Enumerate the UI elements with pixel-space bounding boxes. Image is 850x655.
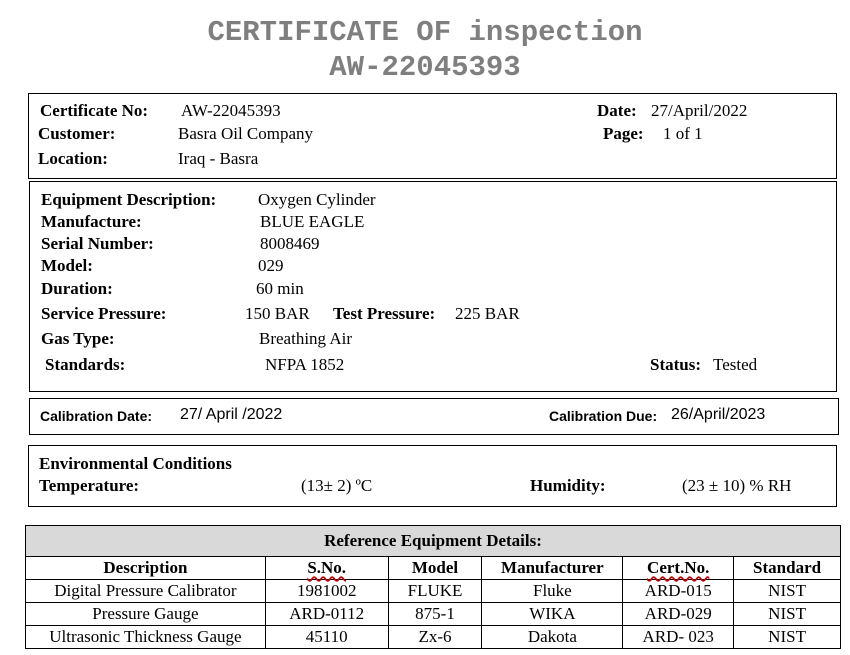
column-header	[623, 557, 734, 580]
test-pressure-label: Test Pressure:	[333, 304, 436, 323]
table-cell: Fluke	[482, 580, 623, 603]
customer-value: Basra Oil Company	[178, 124, 314, 143]
table-cell: ARD-015	[623, 580, 734, 603]
model-value: 029	[258, 256, 284, 275]
humidity-value: (23 ± 10) % RH	[682, 476, 792, 495]
temperature-value: (13± 2) ºC	[301, 476, 373, 495]
table-cell: 45110	[265, 626, 388, 649]
column-header: Model	[388, 557, 482, 580]
customer-label: Customer:	[38, 124, 116, 143]
reference-caption: Reference Equipment Details:	[26, 526, 841, 557]
table-cell: NIST	[734, 626, 841, 649]
table-header-row	[26, 557, 841, 580]
column-header-text: S.No.	[307, 558, 347, 577]
certificate-title: CERTIFICATE OF inspection	[207, 16, 643, 49]
reference-equipment-table	[25, 525, 841, 649]
table-cell: Pressure Gauge	[26, 603, 266, 626]
equipment-description-value: Oxygen Cylinder	[258, 190, 376, 209]
column-header: Description	[26, 557, 266, 580]
page-value: 1 of 1	[663, 124, 703, 143]
serial-number-label: Serial Number:	[41, 234, 154, 253]
standards-value: NFPA 1852	[265, 355, 345, 374]
model-label: Model:	[41, 256, 93, 275]
table-cell: 1981002	[265, 580, 388, 603]
table-cell: Dakota	[482, 626, 623, 649]
calibration-due-value: 26/April/2023	[671, 406, 766, 423]
duration-label: Duration:	[41, 279, 113, 298]
calibration-due-label: Calibration Due:	[549, 408, 658, 424]
gas-type-value: Breathing Air	[259, 329, 353, 348]
table-cell: NIST	[734, 580, 841, 603]
column-header: Manufacturer	[482, 557, 623, 580]
certificate-no-value: AW-22045393	[181, 101, 281, 120]
column-header-text: Cert.No.	[647, 558, 710, 577]
serial-number-value: 8008469	[260, 234, 320, 253]
certificate-number-title: AW-22045393	[329, 51, 521, 84]
calibration-date-label: Calibration Date:	[40, 408, 153, 424]
page-label: Page:	[603, 124, 644, 143]
status-value: Tested	[713, 355, 758, 374]
service-pressure-value: 150 BAR	[245, 304, 310, 323]
date-label: Date:	[597, 101, 637, 120]
manufacture-label: Manufacture:	[41, 212, 142, 231]
date-value: 27/April/2022	[651, 101, 748, 120]
standards-label: Standards:	[45, 355, 126, 374]
table-cell: WIKA	[482, 603, 623, 626]
temperature-label: Temperature:	[39, 476, 140, 495]
table-row	[26, 626, 841, 649]
table-cell: Zx-6	[388, 626, 482, 649]
humidity-label: Humidity:	[530, 476, 606, 495]
environment-heading: Environmental Conditions	[39, 454, 232, 473]
equipment-description-label: Equipment Description:	[41, 190, 217, 209]
table-cell: ARD-0112	[265, 603, 388, 626]
table-cell: ARD- 023	[623, 626, 734, 649]
table-row	[26, 580, 841, 603]
table-cell: ARD-029	[623, 603, 734, 626]
table-cell: FLUKE	[388, 580, 482, 603]
test-pressure-value: 225 BAR	[455, 304, 520, 323]
location-label: Location:	[38, 149, 108, 168]
table-cell: Digital Pressure Calibrator	[26, 580, 266, 603]
calibration-date-value: 27/ April /2022	[180, 406, 283, 423]
gas-type-label: Gas Type:	[41, 329, 115, 348]
manufacture-value: BLUE EAGLE	[260, 212, 365, 231]
service-pressure-label: Service Pressure:	[41, 304, 167, 323]
table-row	[26, 603, 841, 626]
column-header: Standard	[734, 557, 841, 580]
column-header	[265, 557, 388, 580]
location-value: Iraq - Basra	[178, 149, 259, 168]
duration-value: 60 min	[256, 279, 304, 298]
certificate-no-label: Certificate No:	[40, 101, 149, 120]
table-cell: Ultrasonic Thickness Gauge	[26, 626, 266, 649]
status-label: Status:	[650, 355, 702, 374]
table-cell: 875-1	[388, 603, 482, 626]
table-cell: NIST	[734, 603, 841, 626]
